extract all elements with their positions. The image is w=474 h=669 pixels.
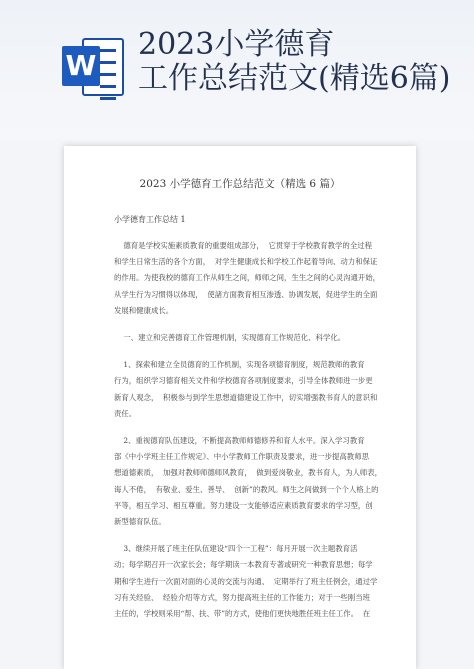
section-title: 小学德育工作总结 1 bbox=[114, 215, 186, 224]
paragraph: 2、重视德育队伍建设，不断提高教师师德修养和育人水平。深入学习教育 部《中小学班主任工作规定》、中小学教师工作职责及要求，进一步提高教师思 想道德素质， 加强对教师师德师风教育， 做到爱岗敬业，教书育人，为人师表， 诲人不倦， 有敬业、爱生、善导、 创新”的教风。师生之间做到一个个人格上的 平等，相互学习、相互尊重。努力建设一支能够适应素质教育要求的学习型，创 新型德育队伍。 bbox=[114, 436, 383, 527]
document-page bbox=[64, 146, 416, 669]
hero-title-line-2: 工作总结范文(精选6篇) bbox=[138, 61, 451, 96]
paragraph: 德育是学校实施素质教育的重要组成部分， 它贯穿于学校教育教学的全过程 和学生日常生活的各个方面， 对学生健康成长和学校工作起着导向、动力和保证 的作用。为使我校的德育工作从师生之间，师师之间，生生之间的心灵沟通开始， 从学生行为习惯得以体现， 使諸方面教育相互渗透、协调发展，促进学生的全面 发展和健康成长。 bbox=[114, 241, 381, 315]
hero-title bbox=[138, 28, 451, 96]
hero-title-line-1: 2023小学德育 bbox=[138, 27, 335, 62]
paragraph: 一、建立和完善德育工作管理机制，实现德育工作规范化、科学化。 bbox=[114, 333, 346, 343]
document-title: 2023 小学德育工作总结范文（精选 6 篇） bbox=[139, 178, 341, 190]
header-banner bbox=[0, 0, 474, 140]
paragraph: 3、继续开展了班主任队伍建设“四个一工程”：每月开展一次主题教育活 动；每学期召开一次家长会；每学期读一本教育专著或研究一种教育思想；每学 期和学生进行一次面对面的心灵的交流与沟通、 定期举行了班主任例会，通过学 习有关经验、 经验介绍等方式，努力提高班主任的工作能力；对于一些刚当班 主任的，学校则采用“帮、扶、带”的方式，使他们更快地胜任班主任工作。 在 bbox=[114, 544, 378, 619]
document-body bbox=[114, 238, 383, 633]
word-icon bbox=[62, 36, 126, 100]
word-badge: W bbox=[62, 46, 100, 86]
paragraph: 1、探索和建立全员德育的工作机制，实现各项德育制度，规范教师的教育 行为，组织学习德育相关文件和学校德育各项制度要求，引导全体教师进一步更 新育人观念， 积极参与到学生思想道德建设工作中，切实增强教书育人的意识和 责任。 bbox=[114, 360, 378, 418]
